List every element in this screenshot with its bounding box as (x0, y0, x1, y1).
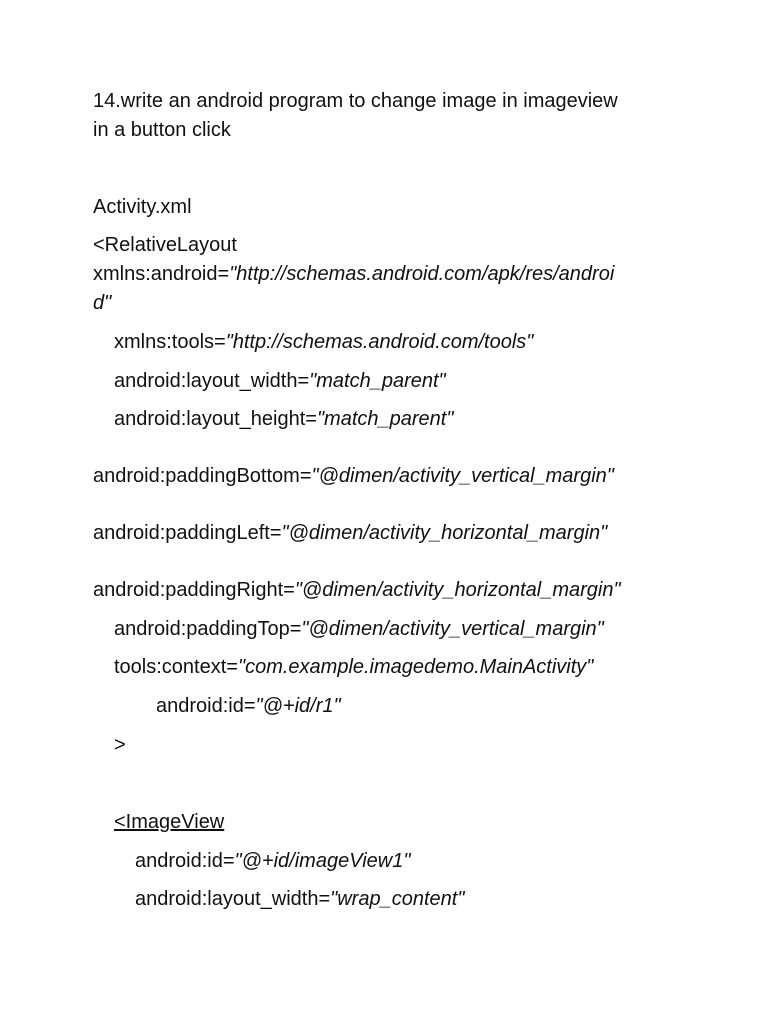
attr-value: "http://schemas.android.com/tools" (225, 331, 534, 353)
attr-value: "match_parent" (309, 370, 446, 392)
attr-name: android:paddingRight= (93, 579, 295, 601)
title-line-1: 14.write an android program to change image in imageview (93, 90, 618, 112)
xmlns-tools-line (114, 328, 533, 356)
attr-name: android:layout_width= (135, 888, 331, 910)
layout-id-line (156, 692, 341, 720)
layout-height-line (114, 405, 453, 433)
attr-value: "@dimen/activity_vertical_margin" (301, 618, 604, 640)
attr-value: "wrap_content" (330, 888, 465, 910)
attr-value: "@dimen/activity_vertical_margin" (311, 465, 614, 487)
attr-value: "@+id/r1" (255, 695, 341, 717)
attr-name: tools:context= (114, 656, 238, 678)
imageview-width-line (135, 885, 464, 913)
attr-name: android:id= (135, 850, 235, 872)
attr-name: android:paddingBottom= (93, 465, 312, 487)
attr-value: "@dimen/activity_horizontal_margin" (281, 522, 608, 544)
attr-value: "http://schemas.android.com/apk/res/androi (229, 263, 615, 285)
attr-name: android:layout_width= (114, 370, 310, 392)
attr-name: android:layout_height= (114, 408, 317, 430)
padding-bottom-line (93, 462, 614, 490)
padding-top-line (114, 615, 604, 643)
tools-context-line (114, 653, 593, 681)
tag-close-bracket: > (114, 734, 126, 756)
padding-right-line (93, 576, 621, 604)
xmlns-android-line (93, 260, 614, 288)
relative-layout-open-tag: <RelativeLayout (93, 234, 237, 256)
attr-value: "match_parent" (316, 408, 454, 430)
attr-name: android:id= (156, 695, 256, 717)
section-heading: Activity.xml (93, 196, 192, 218)
attr-name: xmlns:android= (93, 263, 230, 285)
imageview-open-tag: <ImageView (114, 811, 225, 833)
attr-value: "@dimen/activity_horizontal_margin" (294, 579, 621, 601)
xmlns-android-value-wrap: d" (93, 292, 112, 314)
attr-value: "@+id/imageView1" (234, 850, 411, 872)
title-line-2: in a button click (93, 119, 231, 141)
layout-width-line (114, 367, 446, 395)
attr-value: "com.example.imagedemo.MainActivity" (237, 656, 594, 678)
padding-left-line (93, 519, 607, 547)
imageview-id-line (135, 847, 410, 875)
attr-name: android:paddingLeft= (93, 522, 282, 544)
attr-name: android:paddingTop= (114, 618, 302, 640)
attr-name: xmlns:tools= (114, 331, 226, 353)
